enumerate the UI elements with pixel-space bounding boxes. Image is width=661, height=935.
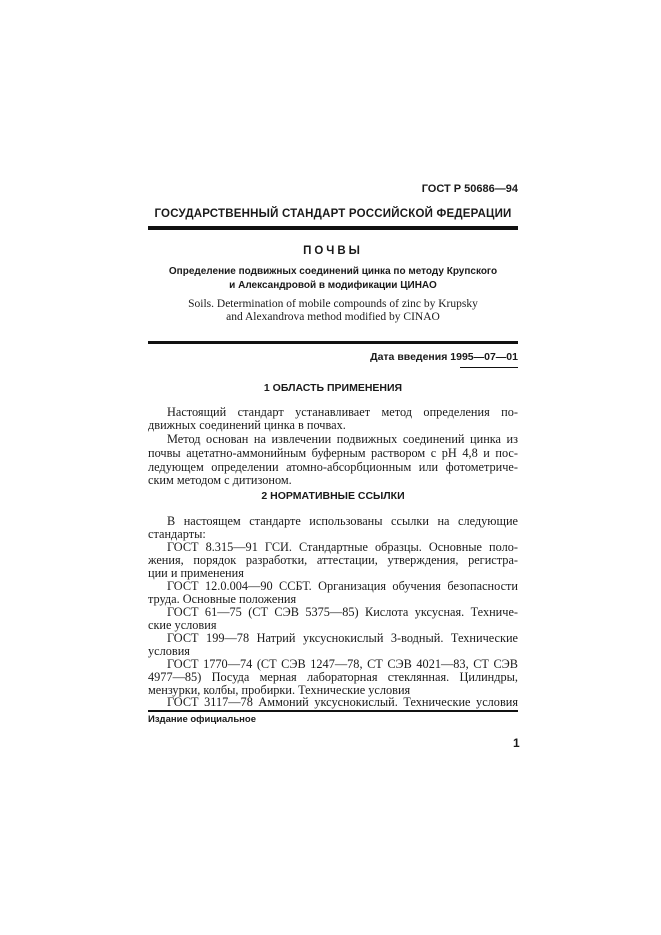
state-standard-heading: ГОСУДАРСТВЕННЫЙ СТАНДАРТ РОССИЙСКОЙ ФЕДЕРАЦИИ — [154, 208, 512, 220]
title-en-line: and Alexandrova method modified by CINAO — [226, 311, 440, 323]
footer-rule — [148, 710, 518, 712]
edition-label: Издание официальное — [148, 714, 256, 725]
title-rule — [148, 341, 518, 344]
text-line: ГОСТ 1770—74 (СТ СЭВ 1247—78, СТ СЭВ 4021—83, СТ СЭВ — [167, 657, 518, 671]
text-line: ледующем определении атомно-абсорбционным или фотометриче- — [148, 460, 518, 474]
text-line: ГОСТ 3117—78 Аммоний уксуснокислый. Технические условия — [167, 695, 518, 709]
text-line: ции и применения — [148, 566, 244, 580]
header-rule — [148, 226, 518, 230]
intro-date: Дата введения 1995—07—01 — [370, 351, 518, 363]
text-line: мензурки, колбы, пробирки. Технические условия — [148, 683, 411, 697]
text-line: стандарты: — [148, 527, 206, 541]
page-number: 1 — [513, 736, 520, 750]
text-line: ГОСТ 61—75 (СТ СЭВ 5375—85) Кислота уксусная. Техниче- — [167, 605, 518, 619]
text-line: движных соединений цинка в почвах. — [148, 418, 346, 432]
document-title: ПОЧВЫ — [303, 245, 363, 257]
text-line: ГОСТ 12.0.004—90 ССБТ. Организация обучения безопасности — [167, 579, 518, 593]
section-1-heading: 1 ОБЛАСТЬ ПРИМЕНЕНИЯ — [263, 382, 403, 394]
text-line: 4977—85) Посуда мерная лабораторная стеклянная. Цилиндры, — [148, 670, 518, 684]
title-ru-line: и Александровой в модификации ЦИНАО — [229, 280, 437, 291]
text-line: труда. Основные положения — [148, 592, 297, 606]
text-line: ским методом с дитизоном. — [148, 473, 292, 487]
text-line: жения, порядок разработки, аттестации, утверждения, регистра- — [148, 553, 518, 567]
text-line: ГОСТ 199—78 Натрий уксуснокислый 3-водный. Технические — [167, 631, 518, 645]
text-line: Метод основан на извлечении подвижных соединений цинка из — [167, 432, 518, 446]
title-en-line: Soils. Determination of mobile compounds of zinc by Krupsky — [188, 298, 478, 310]
title-ru-line: Определение подвижных соединений цинка по методу Крупского — [168, 266, 498, 277]
text-line: почвы ацетатно-аммонийным буферным раствором с pH 4,8 и пос- — [148, 446, 518, 460]
date-underline — [460, 367, 518, 368]
text-line: ГОСТ 8.315—91 ГСИ. Стандартные образцы. Основные поло- — [167, 540, 518, 554]
text-line: ские условия — [148, 618, 217, 632]
text-line: условия — [148, 644, 190, 658]
text-line: Настоящий стандарт устанавливает метод определения по- — [167, 405, 518, 419]
section-2-heading: 2 НОРМАТИВНЫЕ ССЫЛКИ — [261, 490, 405, 502]
text-line: В настоящем стандарте использованы ссылки на следующие — [167, 514, 518, 528]
gost-number: ГОСТ Р 50686—94 — [421, 183, 518, 195]
